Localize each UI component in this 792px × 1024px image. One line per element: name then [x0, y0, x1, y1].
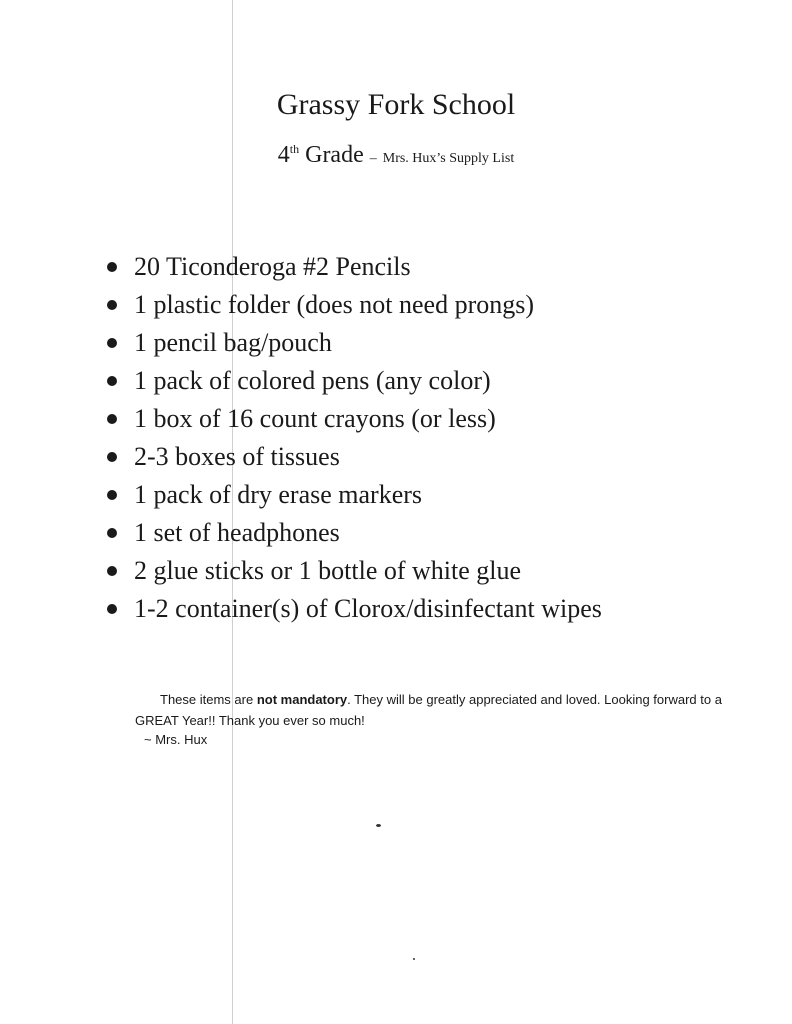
bullet-icon [107, 414, 117, 424]
list-item [104, 324, 602, 362]
note-text-end: . They will be greatly appreciated and loved. Looking forward to a GREAT Year!! Thank you ever so much! [135, 692, 722, 728]
list-item [104, 438, 602, 476]
bullet-icon [107, 490, 117, 500]
bullet-icon [107, 338, 117, 348]
bullet-icon [107, 528, 117, 538]
list-item-text: 20 Ticonderoga #2 Pencils [134, 252, 411, 281]
list-item-text: 2 glue sticks or 1 bottle of white glue [134, 556, 522, 585]
closing-note [135, 689, 725, 731]
list-item [104, 362, 602, 400]
list-item [104, 590, 602, 628]
grade-dash: – [369, 151, 377, 166]
scan-speck [413, 958, 415, 960]
grade-number: 4 [277, 142, 290, 168]
list-item [104, 400, 602, 438]
list-item-text: 1 pencil bag/pouch [134, 328, 332, 357]
note-text-start: These items are [160, 692, 257, 707]
list-item [104, 476, 602, 514]
list-item-text: 1 pack of colored pens (any color) [134, 366, 491, 395]
note-emphasis: not mandatory [256, 692, 348, 707]
bullet-icon [107, 300, 117, 310]
list-item-text: 2-3 boxes of tissues [134, 442, 340, 471]
grade-word: Grade [305, 142, 364, 168]
list-item-text: 1 box of 16 count crayons (or less) [134, 404, 496, 433]
list-item-text: 1 plastic folder (does not need prongs) [134, 290, 535, 319]
grade-suffix: th [289, 142, 300, 156]
supply-list-name: Mrs. Hux’s Supply List [382, 151, 515, 166]
bullet-icon [107, 566, 117, 576]
list-item [104, 248, 602, 286]
scan-speck [376, 824, 381, 827]
signature: ~ Mrs. Hux [144, 732, 208, 747]
bullet-icon [107, 452, 117, 462]
page-subtitle [0, 142, 792, 169]
list-item-text: 1-2 container(s) of Clorox/disinfectant wipes [134, 594, 602, 623]
list-item [104, 514, 602, 552]
page-title [0, 88, 792, 122]
bullet-icon [107, 376, 117, 386]
list-item [104, 552, 602, 590]
bullet-icon [107, 604, 117, 614]
bullet-icon [107, 262, 117, 272]
list-item-text: 1 pack of dry erase markers [134, 480, 423, 509]
list-item-text: 1 set of headphones [134, 518, 340, 547]
supply-list [104, 248, 602, 628]
school-name: Grassy Fork School [276, 88, 516, 121]
list-item [104, 286, 602, 324]
